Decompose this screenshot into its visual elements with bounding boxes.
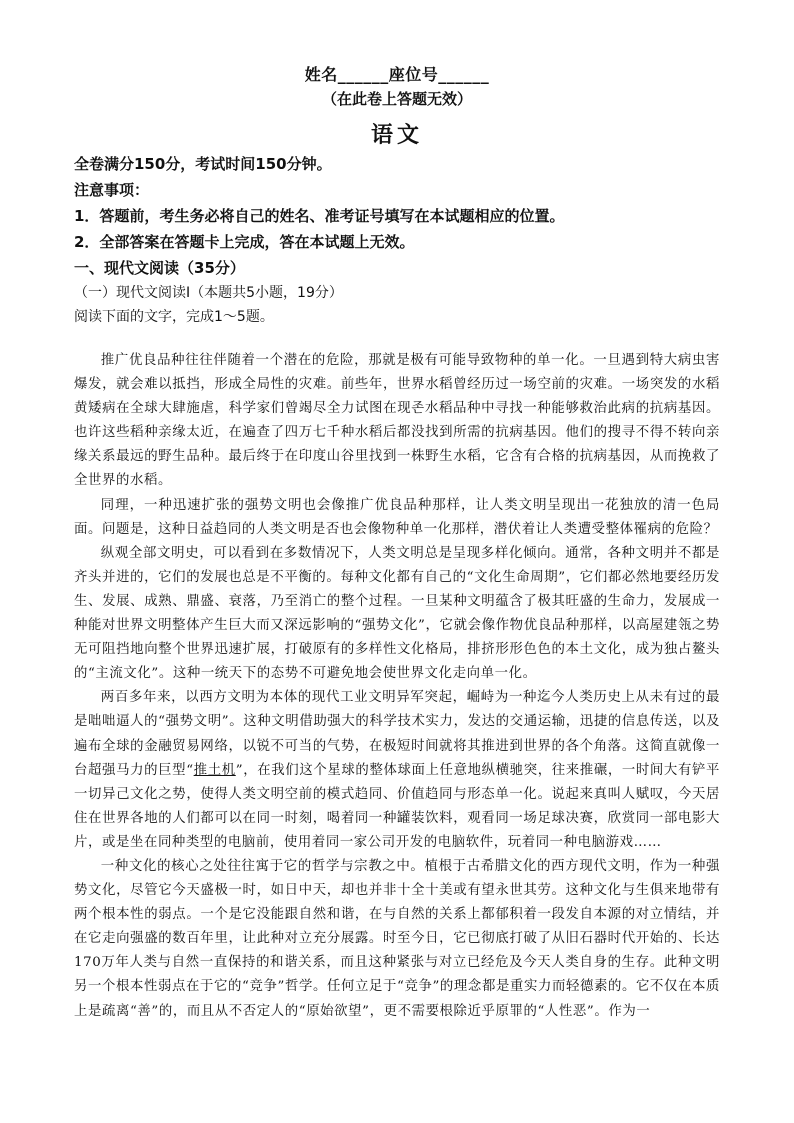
paragraph-4-text-start: 两百多年来，以西方文明为本体的现代工业文明异军突起，崛峙为一种迄今人类历史上从未有过的最是咄咄逼人的“强势文明”。这种文明借助强大的科学技术实力，发达的交通运输，迅捷的信息传送，以及遍布全球的金融贸易网络，以锐不可当的气势，在极短时间就将其推进到世界的各个角落。这简直就像一台超强马力的巨型“	[74, 690, 720, 778]
paragraph-4-text-end: ”，在我们这个星球的整体球面上任意地纵横驰突，往来推碾，一时间大有铲平一切异己文化之势，使得人类文明空前的模式趋同、价值趋同与形态单一化。说起来真叫人赋叹，今天居住在世界各地的人们都可以在同一时刻，喝着同一种罐装饮料，观看同一场足球决赛，欣赏同一部电影大片，或是坐在同种类型的电脑前，使用着同一家公司开发的电脑软件，玩着同一种电脑游戏……	[74, 762, 720, 850]
score-time-line: 全卷满分150分，考试时间150分钟。	[74, 155, 332, 173]
invalid-answer-note: （在此卷上答题无效）	[321, 90, 472, 108]
passage-paragraph-3: 纵观全部文明史，可以看到在多数情况下，人类文明总是呈现多样化倾向。通常，各种文明并不都是齐头并进的，它们的发展也总是不平衡的。每种文化都有自己的“文化生命周期”，它们都必然地要经历发生、发展、成熟、鼎盛、衰落，乃至消亡的整个过程。一旦某种文明蕴含了极其旺盛的生命力，发展成一种能对世界文明整体产生巨大而又深远影响的“强势文化”，它就会像作物优良品种那样，以高屋建瓴之势无可阻挡地向整个世界迅速扩展，打破原有的多样性文化格局，排挤形形色色的本土文化，成为独占鳌头的“主流文化”。这种一统天下的态势不可避免地会使世界文化走向单一化。	[74, 545, 720, 682]
section-subheading: （一）现代文阅读Ⅰ（本题共5小题，19分）	[74, 285, 343, 301]
underlined-term-bulldozer: 推土机	[193, 762, 236, 778]
page-title: 语文	[370, 123, 423, 148]
passage-paragraph-5: 一种文化的核心之处往往寓于它的哲学与宗教之中。植根于古希腊文化的西方现代文明，作为一种强势文化，尽管它今天盛极一时，如日中天，却也并非十全十美或有望永世其劳。这种文化与生俱来地带有两个根本性的弱点。一个是它没能跟自然和谐，在与自然的关系上都郁积着一段发自本源的对立情结，并在它走向强盛的数百年里，让此种对立充分展露。时至今日，它已彻底打破了从旧石器时代开始的、长达170万年人类与自然一直保持的和谐关系，而且这种紧张与对立已经危及今天人类自身的生存。此种文明另一个根本性弱点在于它的“竞争”哲学。任何立足于“竞争”的理念都是重实力而轻德素的。它不仅在本质上是疏离“善”的，而且从不否定人的“原始欲望”，更不需要根除近乎原罪的“人性恶”。作为一	[74, 858, 720, 1019]
note-item-2: 2．全部答案在答题卡上完成，答在本试题上无效。	[74, 233, 415, 251]
passage-paragraph-4	[74, 686, 720, 855]
passage-paragraph-1: 推广优良品种往往伴随着一个潜在的危险，那就是极有可能导致物种的单一化。一旦遇到特大病虫害爆发，就会难以抵挡，形成全局性的灾难。前些年，世界水稻曾经历过一场空前的灾难。一场突发的水稻黄矮病在全球大肆施虐，科学家们曾竭尽全力试图在现존水稻品种中寻找一种能够救治此病的抗病基因。也许这些稻种亲缘太近，在遍查了四万七千种水稻后都没找到所需的抗病基因。他们的搜寻不得不转向亲缘关系最远的野生品种。最后终于在印度山谷里找到一株野生水稻，它含有合格的抗病基因，从而挽救了全世界的水稻。	[74, 353, 720, 489]
passage-paragraph-2: 同理，一种迅速扩张的强势文明也会像推广优良品种那样，让人类文明呈现出一花独放的清一色局面。问题是，这种日益趋同的人类文明是否也会像物种单一化那样，潜伏着让人类遭受整体罹病的危险？	[74, 497, 720, 537]
section-heading: 一、现代文阅读（35分）	[74, 259, 245, 277]
reading-passage	[74, 349, 720, 1024]
reading-prompt: 阅读下面的文字，完成1～5题。	[74, 309, 274, 325]
name-seat-line: 姓名______座位号______	[304, 65, 490, 84]
note-item-1: 1．答题前，考生务必将自己的姓名、准考证号填写在本试题相应的位置。	[74, 207, 565, 225]
notes-heading: 注意事项：	[74, 181, 150, 199]
